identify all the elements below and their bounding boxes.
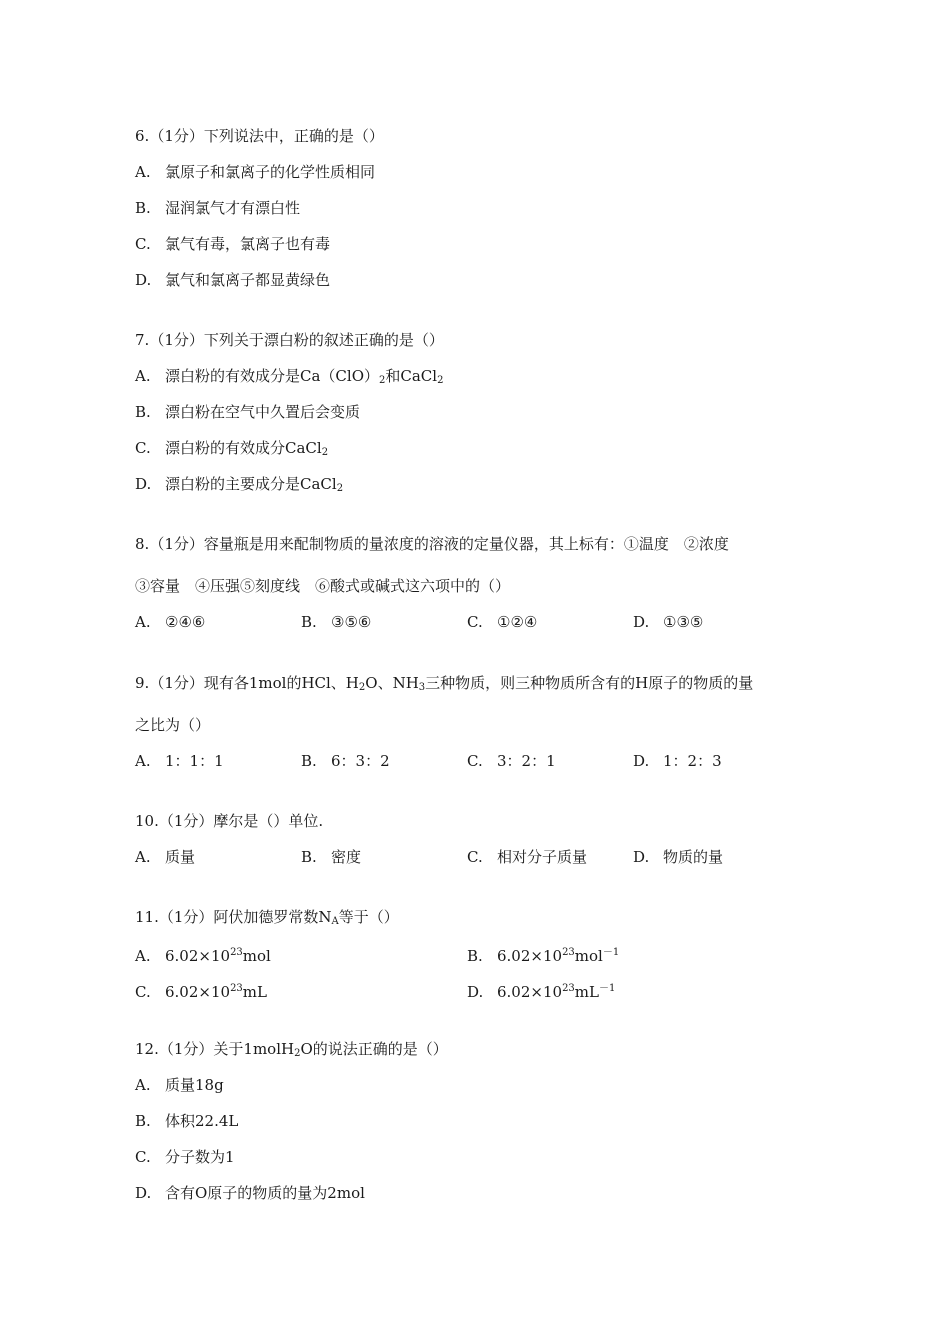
question-points: （1分） — [149, 674, 204, 692]
question-stem — [135, 803, 825, 839]
question-11 — [135, 899, 825, 1007]
option-text: 体积22.4L — [165, 1112, 239, 1130]
superscript: －1 — [598, 983, 616, 994]
option-c[interactable] — [135, 1139, 825, 1175]
option-text: mol — [242, 947, 271, 965]
options-row — [135, 971, 825, 1007]
superscript: 23 — [562, 947, 575, 958]
question-text: 之比为（） — [135, 716, 211, 734]
question-text: 现有各1mol的HCl、H — [203, 674, 359, 692]
question-number: 10. — [135, 812, 159, 830]
superscript: 23 — [230, 947, 243, 958]
question-number: 8. — [135, 535, 150, 553]
options-row — [135, 839, 825, 875]
question-10 — [135, 803, 825, 875]
option-label: D. — [633, 613, 650, 631]
question-stem-continued — [135, 707, 825, 743]
option-text: 6.02×10 — [497, 983, 563, 1001]
option-b[interactable] — [301, 839, 467, 875]
option-c[interactable] — [135, 226, 825, 262]
option-label: C. — [467, 752, 483, 770]
option-text: 漂白粉的主要成分是CaCl — [165, 475, 337, 493]
option-label: B. — [135, 1112, 151, 1130]
options-row — [135, 743, 825, 779]
question-12 — [135, 1031, 825, 1211]
subscript: 2 — [336, 483, 344, 494]
option-label: B. — [135, 403, 151, 421]
option-label: C. — [135, 983, 151, 1001]
option-label: D. — [135, 475, 152, 493]
option-a[interactable] — [135, 1067, 825, 1103]
question-text: 下列关于漂白粉的叙述正确的是（） — [203, 331, 444, 349]
subscript: 2 — [321, 447, 329, 458]
option-label: B. — [301, 848, 317, 866]
option-text: ①③⑤ — [663, 613, 704, 631]
option-label: B. — [467, 947, 483, 965]
option-a[interactable] — [135, 839, 301, 875]
option-text: 1：1：1 — [165, 752, 224, 770]
question-text: 容量瓶是用来配制物质的量浓度的溶液的定量仪器，其上标有：①温度 ②浓度 — [203, 535, 729, 553]
option-a[interactable] — [135, 935, 467, 971]
question-number: 9. — [135, 674, 150, 692]
option-d[interactable] — [633, 604, 799, 640]
superscript: 23 — [230, 983, 243, 994]
option-text: 和CaCl — [385, 367, 438, 385]
option-d[interactable] — [135, 262, 825, 298]
option-b[interactable] — [301, 604, 467, 640]
option-text: 物质的量 — [663, 848, 724, 866]
option-text: mol — [574, 947, 603, 965]
question-8 — [135, 526, 825, 640]
option-text: 含有O原子的物质的量为2mol — [165, 1184, 365, 1202]
question-text: ③容量 ④压强⑤刻度线 ⑥酸式或碱式这六项中的（） — [135, 577, 511, 595]
question-text: 下列说法中，正确的是（） — [203, 127, 384, 145]
option-text: 密度 — [331, 848, 362, 866]
question-stem — [135, 118, 825, 154]
question-text: 关于1molH — [213, 1040, 295, 1058]
question-number: 12. — [135, 1040, 159, 1058]
option-label: B. — [135, 199, 151, 217]
option-label: D. — [135, 271, 152, 289]
question-stem-continued — [135, 568, 825, 604]
option-a[interactable] — [135, 154, 825, 190]
option-d[interactable] — [633, 839, 799, 875]
option-text: ①②④ — [497, 613, 538, 631]
question-number: 11. — [135, 908, 159, 926]
option-label: D. — [633, 848, 650, 866]
option-text: 氯气和氯离子都显黄绿色 — [165, 271, 331, 289]
question-number: 6. — [135, 127, 150, 145]
subscript: 2 — [437, 375, 444, 386]
option-text: 氯原子和氯离子的化学性质相同 — [165, 163, 376, 181]
question-points: （1分） — [158, 812, 214, 830]
question-points: （1分） — [158, 1040, 214, 1058]
option-text: 6.02×10 — [497, 947, 563, 965]
option-c[interactable] — [135, 971, 467, 1007]
option-a[interactable] — [135, 743, 301, 779]
question-7 — [135, 322, 825, 502]
superscript: －1 — [602, 947, 620, 958]
option-label: B. — [301, 752, 317, 770]
subscript: 2 — [379, 375, 386, 386]
option-label: C. — [135, 235, 151, 253]
option-text: 相对分子质量 — [497, 848, 588, 866]
option-label: D. — [467, 983, 484, 1001]
option-c[interactable] — [467, 839, 633, 875]
option-d[interactable] — [467, 971, 799, 1007]
option-c[interactable] — [467, 743, 633, 779]
option-label: C. — [467, 848, 483, 866]
question-text: O的说法正确的是（） — [300, 1040, 448, 1058]
question-text: 等于（） — [338, 908, 399, 926]
option-b[interactable] — [135, 394, 825, 430]
option-text: 漂白粉的有效成分是Ca（ClO） — [165, 367, 379, 385]
option-label: A. — [135, 752, 151, 770]
question-points: （1分） — [149, 331, 204, 349]
subscript: 2 — [294, 1048, 301, 1059]
option-b[interactable] — [301, 743, 467, 779]
option-label: A. — [135, 163, 151, 181]
option-label: A. — [135, 367, 151, 385]
option-c[interactable] — [135, 430, 825, 466]
question-stem — [135, 526, 825, 562]
option-text: 氯气有毒，氯离子也有毒 — [165, 235, 331, 253]
option-text: 1：2：3 — [663, 752, 722, 770]
option-text: 质量 — [165, 848, 196, 866]
options-row — [135, 935, 825, 971]
option-text: 湿润氯气才有漂白性 — [165, 199, 301, 217]
option-label: C. — [467, 613, 483, 631]
option-label: A. — [135, 1076, 151, 1094]
question-text: 阿伏加德罗常数N — [213, 908, 332, 926]
option-label: C. — [135, 1148, 151, 1166]
option-label: D. — [135, 1184, 152, 1202]
option-a[interactable] — [135, 358, 825, 394]
question-points: （1分） — [149, 535, 204, 553]
option-label: C. — [135, 439, 151, 457]
question-text: 摩尔是（）单位. — [213, 812, 324, 830]
question-stem — [135, 899, 825, 935]
question-9 — [135, 665, 825, 779]
option-label: D. — [633, 752, 650, 770]
option-d[interactable] — [135, 1175, 825, 1211]
option-text: 质量18g — [165, 1076, 224, 1094]
option-text: mL — [574, 983, 599, 1001]
option-d[interactable] — [135, 466, 825, 502]
option-text: 3：2：1 — [497, 752, 556, 770]
superscript: 23 — [562, 983, 575, 994]
question-points: （1分） — [149, 127, 204, 145]
subscript: 3 — [418, 682, 426, 693]
question-stem — [135, 665, 825, 701]
option-b[interactable] — [135, 1103, 825, 1139]
options-row — [135, 604, 825, 640]
option-label: A. — [135, 613, 151, 631]
question-6 — [135, 118, 825, 298]
option-text: 6：3：2 — [331, 752, 390, 770]
option-label: B. — [301, 613, 317, 631]
subscript: A — [331, 916, 339, 927]
option-b[interactable] — [467, 935, 799, 971]
option-a[interactable] — [135, 604, 301, 640]
question-stem — [135, 1031, 825, 1067]
option-text: 漂白粉的有效成分CaCl — [165, 439, 322, 457]
question-number: 7. — [135, 331, 150, 349]
option-text: 分子数为1 — [165, 1148, 235, 1166]
question-text: 三种物质，则三种物质所含有的H原子的物质的量 — [425, 674, 754, 692]
option-text: 6.02×10 — [165, 947, 231, 965]
option-label: A. — [135, 848, 151, 866]
option-text: mL — [242, 983, 267, 1001]
option-text: ②④⑥ — [165, 613, 206, 631]
question-points: （1分） — [158, 908, 214, 926]
subscript: 2 — [358, 682, 366, 693]
question-text: O、NH — [365, 674, 419, 692]
option-label: A. — [135, 947, 151, 965]
option-b[interactable] — [135, 190, 825, 226]
option-text: ③⑤⑥ — [331, 613, 372, 631]
option-text: 漂白粉在空气中久置后会变质 — [165, 403, 361, 421]
option-d[interactable] — [633, 743, 799, 779]
question-stem — [135, 322, 825, 358]
option-c[interactable] — [467, 604, 633, 640]
option-text: 6.02×10 — [165, 983, 231, 1001]
